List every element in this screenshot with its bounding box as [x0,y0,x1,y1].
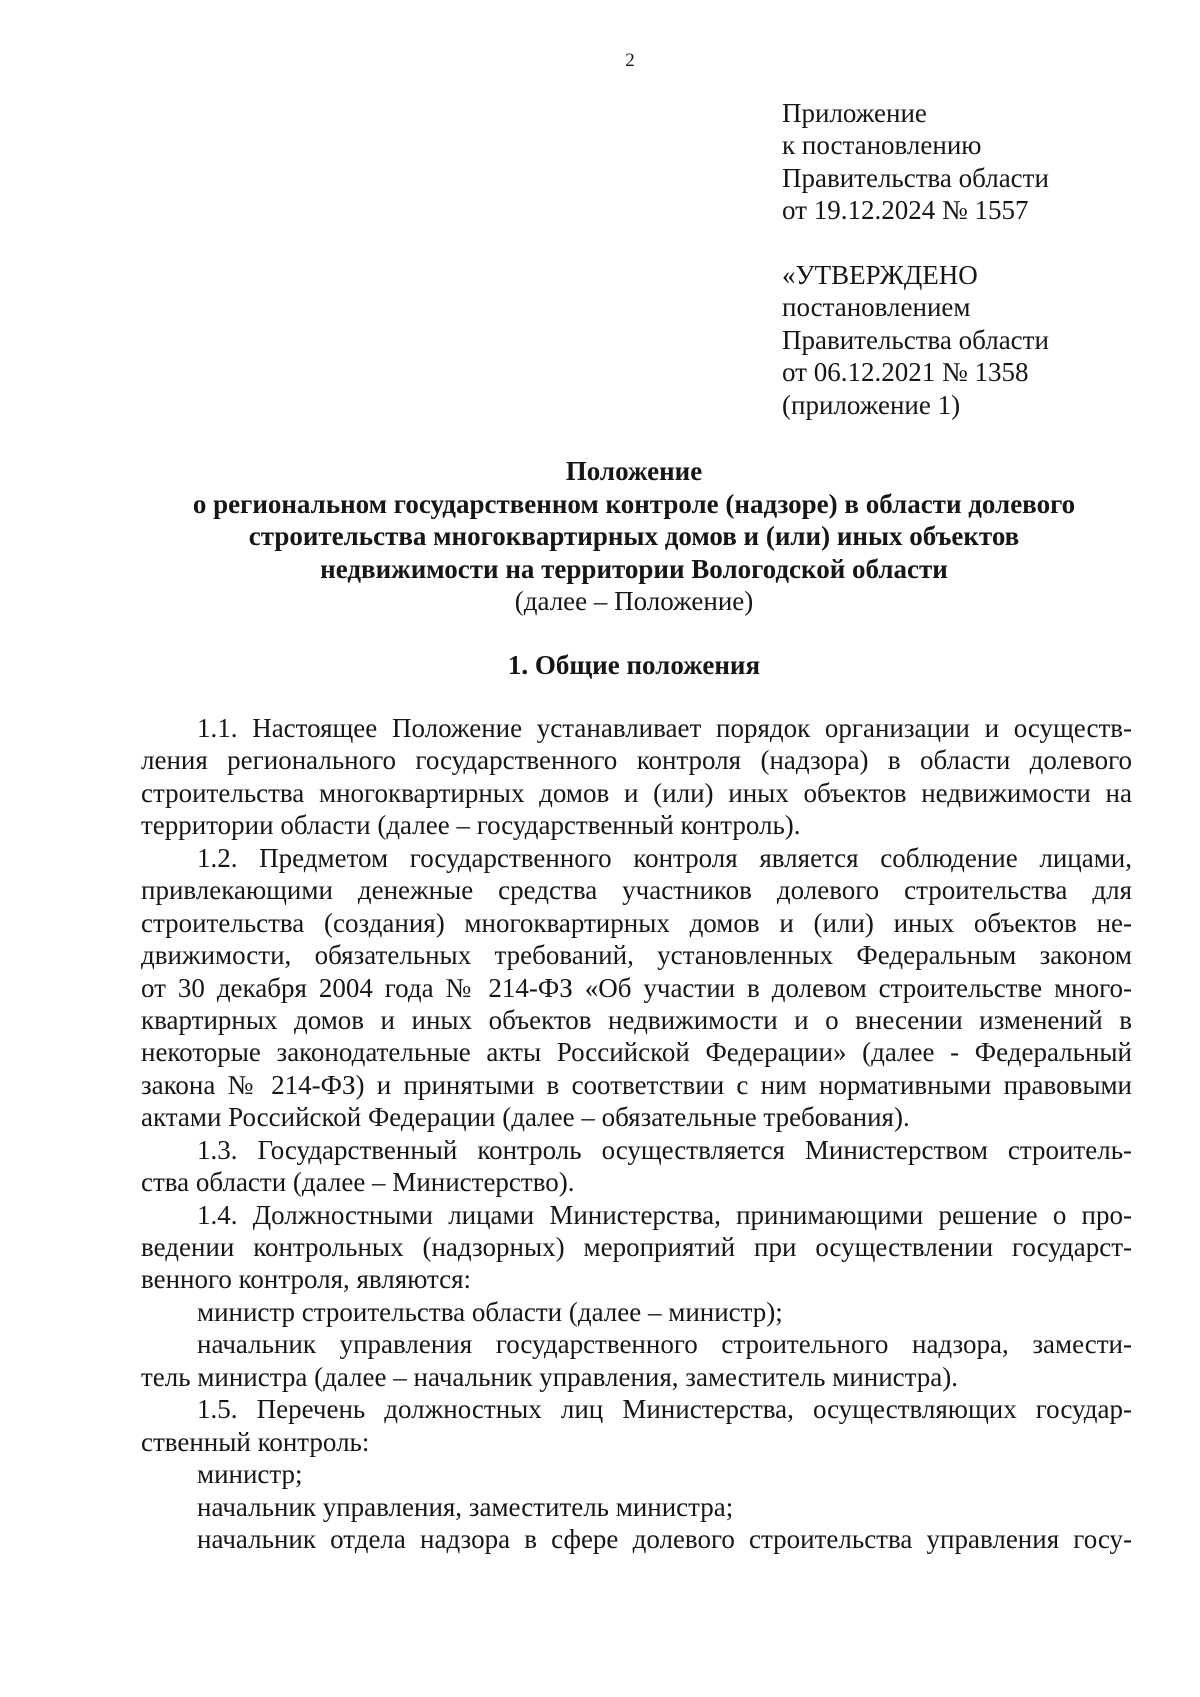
document-title [100,455,1168,618]
paragraph-line: актами Российской Федерации (далее – обязательные требования). [141,1102,910,1133]
appendix-line: Приложение [782,98,927,128]
approval-line: Правительства области [782,324,1049,355]
document-body [141,712,1132,1555]
paragraph-line: ведении контрольных (надзорных) мероприятий при осуществлении государст- [141,1232,1132,1262]
title-line: строительства многоквартирных домов и (или) иных объектов [248,521,1020,551]
paragraph-line: начальник управления, заместитель министра; [197,1491,734,1522]
paragraph-line: начальник отдела надзора в сфере долевого строительства управления госу- [197,1523,1132,1554]
paragraph-line: строительства (создания) многоквартирных домов и (или) иных объектов не- [141,907,1132,938]
appendix-block [782,97,1049,227]
paragraph-line: ственный контроль: [141,1426,370,1457]
paragraph-line: ства области (далее – Министерство). [141,1167,575,1198]
paragraph-line: движимости, обязательных требований, установленных Федеральным законом [141,940,1132,971]
paragraph-line: 1.4. Должностными лицами Министерства, принимающими решение о про- [197,1199,1132,1230]
page-number: 2 [625,50,635,71]
paragraph-line: квартирных домов и иных объектов недвижимости и о внесении изменений в [141,1004,1132,1035]
appendix-line: от 19.12.2024 № 1557 [782,195,1029,226]
approval-line: «УТВЕРЖДЕНО [782,260,978,290]
paragraph-line: начальник управления государственного строительного надзора, замести- [197,1329,1132,1360]
paragraph-line: строительства многоквартирных домов и (или) иных объектов недвижимости на [141,777,1132,808]
paragraph-line: привлекающими денежные средства участников долевого строительства для [141,875,1132,906]
paragraph-line: 1.3. Государственный контроль осуществляется Министерством строитель- [197,1134,1132,1165]
paragraph-line: 1.1. Настоящее Положение устанавливает порядок организации и осуществ- [197,713,1132,743]
paragraph-line: венного контроля, являются: [141,1264,472,1295]
title-note: (далее – Положение) [514,586,754,616]
paragraph-line: территории области (далее – государственный контроль). [141,810,801,841]
approval-block [782,259,1049,421]
section-heading: 1. Общие положения [507,650,761,680]
paragraph-line: тель министра (далее – начальник управления, заместитель министра). [141,1361,959,1392]
approval-line: постановлением [782,292,971,323]
approval-line: от 06.12.2021 № 1358 [782,357,1029,388]
paragraph-line: 1.2. Предметом государственного контроля является соблюдение лицами, [197,842,1132,873]
title-line: недвижимости на территории Вологодской области [320,553,948,584]
paragraph-line: 1.5. Перечень должностных лиц Министерства, осуществляющих государ- [197,1394,1132,1425]
paragraph-line: закона № 214-ФЗ) и принятыми в соответствии с ним нормативными правовыми [141,1069,1132,1100]
appendix-line: Правительства области [782,162,1049,193]
paragraph-line: некоторые законодательные акты Российской Федерации» (далее - Федеральный [141,1037,1132,1068]
paragraph-line: министр строительства области (далее – министр); [197,1296,783,1327]
title-heading: Положение [565,456,703,486]
appendix-line: к постановлению [782,130,982,161]
paragraph-line: министр; [197,1459,303,1490]
title-line: о региональном государственном контроле (надзоре) в области долевого [192,488,1076,519]
paragraph-line: ления регионального государственного контроля (надзора) в области долевого [141,745,1132,776]
paragraph-line: от 30 декабря 2004 года № 214-ФЗ «Об участии в долевом строительстве много- [141,972,1132,1003]
approval-line: (приложение 1) [782,389,961,420]
